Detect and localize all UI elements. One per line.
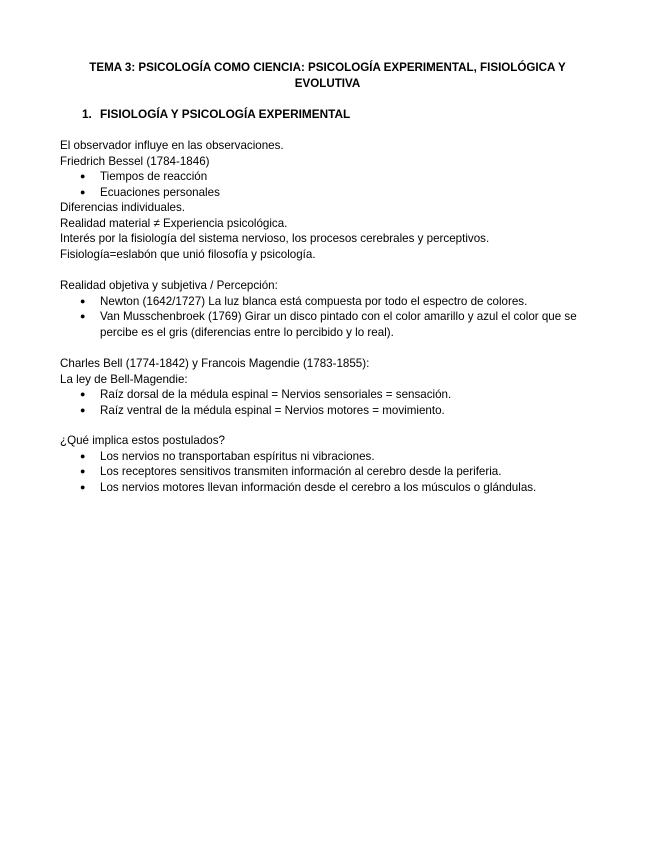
text-line: ¿Qué implica estos postulados? bbox=[60, 434, 225, 447]
list-item bbox=[60, 464, 600, 480]
text-line: Interés por la fisiología del sistema nervioso, los procesos cerebrales y perceptivos. bbox=[60, 232, 490, 245]
section-number: 1. bbox=[82, 107, 92, 121]
list-item bbox=[60, 169, 600, 185]
bullet-icon: ● bbox=[80, 466, 86, 476]
bullet-icon: ● bbox=[80, 450, 86, 461]
list-item-text: Los nervios motores llevan información desde el cerebro a los músculos o glándulas. bbox=[100, 480, 537, 494]
list-item bbox=[60, 449, 600, 465]
bullet-icon: ● bbox=[80, 171, 86, 181]
bullet-icon: ● bbox=[80, 389, 86, 399]
paragraph-observer bbox=[60, 138, 600, 262]
bullet-icon: ● bbox=[80, 404, 86, 415]
paragraph-perception bbox=[60, 278, 600, 340]
document-title bbox=[72, 60, 583, 92]
text-line: La ley de Bell-Magendie: bbox=[60, 372, 188, 386]
list-item-text: Raíz dorsal de la médula espinal = Nervios sensoriales = sensación. bbox=[100, 388, 452, 401]
section-heading bbox=[82, 106, 350, 122]
list-item-text: Los receptores sensitivos transmiten información al cerebro desde la periferia. bbox=[100, 465, 502, 478]
list-item bbox=[60, 309, 600, 340]
bullet-icon: ● bbox=[80, 311, 86, 321]
list-item bbox=[60, 185, 600, 201]
list-item bbox=[60, 294, 600, 310]
text-line: Friedrich Bessel (1784-1846) bbox=[60, 154, 210, 168]
list-item bbox=[60, 480, 600, 496]
bullet-icon: ● bbox=[80, 481, 86, 492]
list-item-text: percibe es el gris (diferencias entre lo percibido y lo real). bbox=[100, 325, 394, 339]
title-line-1: TEMA 3: PSICOLOGÍA COMO CIENCIA: PSICOLOGÍA EXPERIMENTAL, FISIOLÓGICA Y bbox=[89, 61, 566, 74]
bullet-list bbox=[60, 387, 600, 418]
text-line: Realidad objetiva y subjetiva / Percepción: bbox=[60, 279, 278, 292]
bullet-icon: ● bbox=[80, 186, 86, 197]
bullet-list bbox=[60, 449, 600, 496]
bullet-list bbox=[60, 169, 600, 200]
list-item-text: Van Musschenbroek (1769) Girar un disco pintado con el color amarillo y azul el color que se bbox=[100, 310, 577, 323]
list-item bbox=[60, 403, 600, 419]
list-item bbox=[60, 387, 600, 403]
section-heading-text: FISIOLOGÍA Y PSICOLOGÍA EXPERIMENTAL bbox=[100, 107, 351, 121]
text-line: Charles Bell (1774-1842) y Francois Magendie (1783-1855): bbox=[60, 357, 370, 370]
list-item-text: Raíz ventral de la médula espinal = Nervios motores = movimiento. bbox=[100, 403, 445, 417]
list-item-text: Ecuaciones personales bbox=[100, 185, 220, 199]
bullet-list bbox=[60, 294, 600, 341]
list-item-text: Los nervios no transportaban espíritus ni vibraciones. bbox=[100, 449, 375, 463]
paragraph-postulates bbox=[60, 433, 600, 495]
text-line: El observador influye en las observaciones. bbox=[60, 139, 284, 152]
paragraph-bell-magendie bbox=[60, 356, 600, 418]
text-line: Fisiología=eslabón que unió filosofía y psicología. bbox=[60, 247, 316, 261]
text-line: Diferencias individuales. bbox=[60, 201, 186, 214]
bullet-icon: ● bbox=[80, 295, 86, 306]
list-item-text: Newton (1642/1727) La luz blanca está compuesta por todo el espectro de colores. bbox=[100, 294, 528, 308]
text-line: Realidad material ≠ Experiencia psicológica. bbox=[60, 216, 288, 230]
list-item-text: Tiempos de reacción bbox=[100, 170, 208, 183]
title-line-2: EVOLUTIVA bbox=[294, 77, 361, 90]
